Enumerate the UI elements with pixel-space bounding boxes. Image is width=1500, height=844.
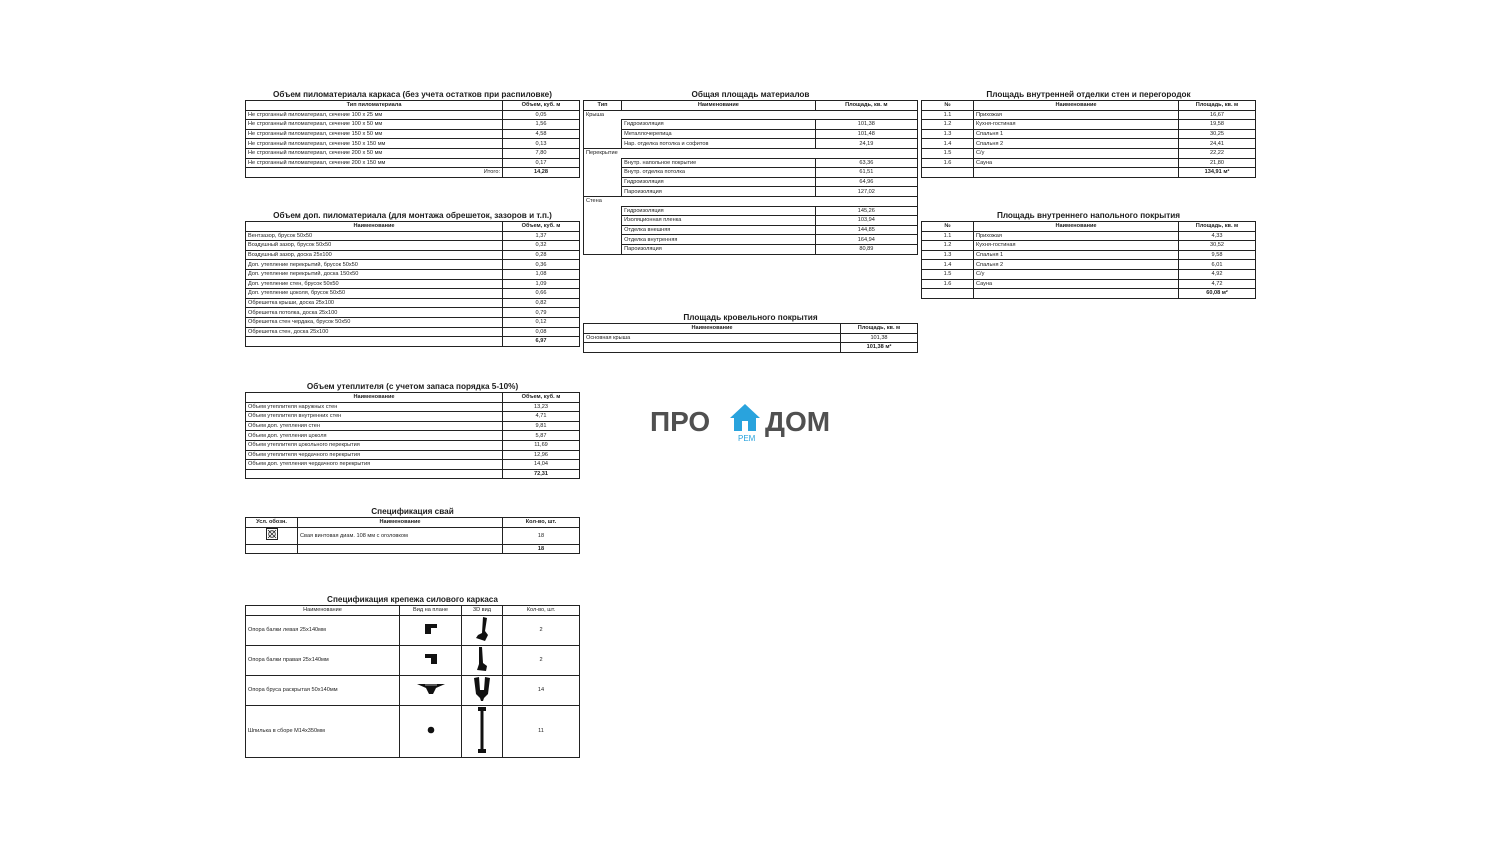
col-header: Площадь, кв. м — [1179, 101, 1256, 111]
plan-view-cell — [400, 615, 462, 645]
insulation-title: Объем утеплителя (с учетом запаса порядка 5-10%) — [306, 382, 519, 391]
cell-value: 101,38 — [841, 333, 918, 343]
cell-name: Опора балки левая 25x140мм — [246, 615, 400, 645]
cell-value: 64,96 — [815, 177, 917, 187]
cell-name: Обрешетка крыши, доска 25x100 — [246, 298, 503, 308]
roofing-table — [583, 323, 918, 353]
table-row — [922, 231, 1256, 241]
table-row — [246, 120, 580, 130]
floor-finish-table — [921, 221, 1256, 299]
cell-value: 21,80 — [1179, 158, 1256, 168]
cell-value: 24,41 — [1179, 139, 1256, 149]
cell-num: 1.2 — [922, 120, 974, 130]
cell-name: Не строганный пиломатериал, сечение 100 x 50 мм — [246, 120, 503, 130]
view-3d-cell — [462, 615, 503, 645]
col-header: Наименование — [246, 222, 503, 232]
plan-view-cell — [400, 645, 462, 675]
stud-3d-icon — [476, 706, 488, 754]
total-row — [246, 168, 580, 178]
col-header: Вид на плане — [400, 606, 462, 616]
cell-empty — [584, 343, 841, 353]
cell-value: 164,94 — [815, 235, 917, 245]
cell-value: 5,87 — [503, 431, 580, 441]
cell-value: 30,52 — [1179, 241, 1256, 251]
wall-finish-table — [921, 100, 1256, 178]
pile-symbol-icon — [266, 528, 278, 540]
cell-value: 103,94 — [815, 216, 917, 226]
cell-name: Вентзазор, брусок 50x50 — [246, 231, 503, 241]
piles-title: Спецификация свай — [371, 507, 454, 516]
cell-empty — [298, 544, 503, 554]
col-header: Тип — [584, 101, 622, 111]
cell-value: 0,36 — [503, 260, 580, 270]
col-header: 3D вид — [462, 606, 503, 616]
cell-name: Опора балки правая 25x140мм — [246, 645, 400, 675]
lumber-title: Объем пиломатериала каркаса (без учета остатков при распиловке) — [273, 90, 552, 99]
cell-value: 4,92 — [1179, 269, 1256, 279]
cell-name: Обрешетка стен чердака, брусок 50x50 — [246, 317, 503, 327]
cell-name: Гидроизоляция — [622, 120, 816, 130]
insulation-table — [245, 392, 580, 479]
cell-value: 12,96 — [503, 450, 580, 460]
cell-name: Доп. утепление перекрытий, брусок 50x50 — [246, 260, 503, 270]
cell-empty — [246, 469, 503, 479]
cell-name: Не строганный пиломатериал, сечение 200 x 150 мм — [246, 158, 503, 168]
cell-num: 1.4 — [922, 139, 974, 149]
cell-name: Доп. утепление перекрытий, доска 150x50 — [246, 269, 503, 279]
cell-name: Объем утеплителя чердачного перекрытия — [246, 450, 503, 460]
floor-finish-title: Площадь внутреннего напольного покрытия — [996, 211, 1181, 220]
table-row — [922, 158, 1256, 168]
extra-lumber-block — [245, 211, 580, 347]
col-header: Площадь, кв. м — [841, 324, 918, 334]
total-value: 101,38 м² — [841, 343, 918, 353]
cell-value: 1,37 — [503, 231, 580, 241]
table-row — [246, 705, 580, 757]
fasteners-table — [245, 605, 580, 758]
plan-view-cell — [400, 705, 462, 757]
col-header: Усл. обозн. — [246, 518, 298, 528]
view-3d-cell — [462, 645, 503, 675]
cell-value: 0,17 — [503, 158, 580, 168]
cell-value: 2 — [503, 615, 580, 645]
table-row — [246, 308, 580, 318]
cell-value: 80,89 — [815, 244, 917, 254]
cell-num: 1.5 — [922, 269, 974, 279]
cell-name: Свая винтовая диам. 108 мм с оголовком — [298, 527, 503, 544]
cell-name: Обрешетка потолка, доска 25x100 — [246, 308, 503, 318]
materials-block — [583, 90, 918, 255]
cell-value: 63,36 — [815, 158, 917, 168]
cell-empty — [584, 158, 622, 196]
stud-plan-icon — [426, 725, 436, 735]
cell-name: Пароизоляция — [622, 244, 816, 254]
cell-name: Кухня-гостиная — [974, 241, 1179, 251]
table-row — [922, 279, 1256, 289]
table-row — [584, 158, 918, 168]
cell-value: 4,58 — [503, 129, 580, 139]
materials-title: Общая площадь материалов — [691, 90, 810, 99]
col-header: № — [922, 222, 974, 232]
logo-text-right: ДОМ — [765, 406, 831, 437]
cell-value: 0,08 — [503, 327, 580, 337]
col-header: Объем, куб. м — [503, 393, 580, 403]
table-row — [246, 412, 580, 422]
beam-support-left-plan-icon — [423, 622, 439, 636]
cell-empty — [974, 289, 1179, 299]
logo-text-sub: РЕМ — [738, 434, 756, 443]
table-row — [584, 120, 918, 130]
table-row — [922, 269, 1256, 279]
table-row — [922, 139, 1256, 149]
insulation-block — [245, 382, 580, 479]
cell-value: 24,19 — [815, 139, 917, 149]
cell-num: 1.3 — [922, 129, 974, 139]
cell-name: Объем доп. утепления цоколя — [246, 431, 503, 441]
cell-empty — [246, 337, 503, 347]
table-row — [246, 460, 580, 470]
cell-value: 0,66 — [503, 289, 580, 299]
total-row — [922, 168, 1256, 178]
cell-name: Опора бруса раскрытая 50x140мм — [246, 675, 400, 705]
extra-lumber-table — [245, 221, 580, 347]
table-row — [246, 327, 580, 337]
col-header: Наименование — [974, 222, 1179, 232]
cell-value: 18 — [503, 527, 580, 544]
house-icon — [730, 404, 760, 431]
timber-support-3d-icon — [472, 676, 492, 702]
col-header: № — [922, 101, 974, 111]
total-value: 134,91 м² — [1179, 168, 1256, 178]
cell-value: 9,81 — [503, 421, 580, 431]
table-row — [246, 431, 580, 441]
col-header: Наименование — [246, 393, 503, 403]
cell-value: 4,71 — [503, 412, 580, 422]
cell-value: 0,28 — [503, 250, 580, 260]
cell-name: Спальня 2 — [974, 139, 1179, 149]
table-row — [246, 110, 580, 120]
total-row — [584, 343, 918, 353]
cell-value: 14 — [503, 675, 580, 705]
cell-name: Сауна — [974, 279, 1179, 289]
pro-dom-logo — [648, 400, 853, 445]
cell-empty — [974, 168, 1179, 178]
cell-value: 0,12 — [503, 317, 580, 327]
logo-text-left: ПРО — [650, 406, 711, 437]
table-row — [584, 244, 918, 254]
fasteners-title: Спецификация крепежа силового каркаса — [327, 595, 498, 604]
table-row — [584, 139, 918, 149]
cell-name: Прихожая — [974, 110, 1179, 120]
cell-value: 0,79 — [503, 308, 580, 318]
cell-value: 4,33 — [1179, 231, 1256, 241]
cell-value: 101,48 — [815, 129, 917, 139]
col-header: Наименование — [974, 101, 1179, 111]
table-row — [246, 260, 580, 270]
cell-name: Не строганный пиломатериал, сечение 150 x 150 мм — [246, 139, 503, 149]
piles-block — [245, 507, 580, 554]
table-row — [246, 450, 580, 460]
table-row — [584, 206, 918, 216]
cell-num: 1.3 — [922, 250, 974, 260]
table-row — [246, 148, 580, 158]
cell-name: Сауна — [974, 158, 1179, 168]
table-row — [922, 241, 1256, 251]
total-value: 6,97 — [503, 337, 580, 347]
cell-name: Внутр. напольное покрытие — [622, 158, 816, 168]
total-row — [246, 469, 580, 479]
table-row — [584, 129, 918, 139]
group-type: Крыша — [584, 110, 918, 120]
col-header: Наименование — [246, 606, 400, 616]
cell-empty — [584, 120, 622, 149]
cell-name: Кухня-гостиная — [974, 120, 1179, 130]
fasteners-block — [245, 595, 580, 758]
cell-num: 1.1 — [922, 231, 974, 241]
cell-value: 6,01 — [1179, 260, 1256, 270]
cell-num: 1.1 — [922, 110, 974, 120]
table-row — [246, 421, 580, 431]
table-row — [922, 129, 1256, 139]
table-row — [584, 225, 918, 235]
col-header: Наименование — [622, 101, 816, 111]
col-header: Площадь, кв. м — [1179, 222, 1256, 232]
cell-name: Пароизоляция — [622, 187, 816, 197]
table-row — [246, 402, 580, 412]
timber-support-plan-icon — [416, 682, 446, 696]
cell-name: Обрешетка стен, доска 25x100 — [246, 327, 503, 337]
cell-name: Металлочерепица — [622, 129, 816, 139]
total-row — [922, 289, 1256, 299]
cell-name: Отделка внешняя — [622, 225, 816, 235]
group-row — [584, 148, 918, 158]
table-row — [246, 645, 580, 675]
plan-view-cell — [400, 675, 462, 705]
table-row — [246, 231, 580, 241]
table-row — [246, 279, 580, 289]
table-row — [246, 615, 580, 645]
floor-finish-block — [921, 211, 1256, 299]
extra-lumber-title: Объем доп. пиломатериала (для монтажа обрешеток, зазоров и т.п.) — [273, 211, 552, 220]
cell-name: Воздушный зазор, брусок 50x50 — [246, 241, 503, 251]
cell-num: 1.4 — [922, 260, 974, 270]
table-row — [246, 527, 580, 544]
table-row — [584, 235, 918, 245]
cell-name: Доп. утепление цоколя, брусок 50x50 — [246, 289, 503, 299]
table-row — [922, 110, 1256, 120]
cell-value: 14,04 — [503, 460, 580, 470]
table-row — [922, 148, 1256, 158]
col-header: Объем, куб. м — [503, 101, 580, 111]
cell-num: 1.6 — [922, 158, 974, 168]
cell-value: 0,82 — [503, 298, 580, 308]
total-label: Итого: — [246, 168, 503, 178]
table-row — [246, 250, 580, 260]
cell-name: С/у — [974, 148, 1179, 158]
col-header: Кол-во, шт. — [503, 518, 580, 528]
total-row — [246, 337, 580, 347]
cell-value: 145,26 — [815, 206, 917, 216]
table-row — [584, 187, 918, 197]
cell-value: 7,80 — [503, 148, 580, 158]
col-header: Площадь, кв. м — [815, 101, 917, 111]
table-row — [246, 139, 580, 149]
cell-name: Не строганный пиломатериал, сечение 150 x 50 мм — [246, 129, 503, 139]
group-type: Стена — [584, 196, 918, 206]
cell-name: Шпилька в сборе М14x350мм — [246, 705, 400, 757]
pro-dom-logo-graphic — [648, 400, 853, 445]
lumber-table — [245, 100, 580, 178]
cell-value: 1,09 — [503, 279, 580, 289]
cell-value: 127,02 — [815, 187, 917, 197]
cell-name: Спальня 2 — [974, 260, 1179, 270]
table-row — [584, 333, 918, 343]
beam-support-right-3d-icon — [474, 646, 490, 672]
cell-empty — [922, 168, 974, 178]
cell-value: 0,05 — [503, 110, 580, 120]
cell-name: Нар. отделка потолка и софитов — [622, 139, 816, 149]
cell-value: 13,23 — [503, 402, 580, 412]
cell-name: Спальня 1 — [974, 250, 1179, 260]
cell-empty — [246, 544, 298, 554]
table-row — [246, 241, 580, 251]
beam-support-right-plan-icon — [423, 652, 439, 666]
table-row — [246, 298, 580, 308]
materials-table — [583, 100, 918, 255]
col-header: Наименование — [584, 324, 841, 334]
roofing-block — [583, 313, 918, 353]
total-value: 18 — [503, 544, 580, 554]
cell-name: Объем доп. утепления чердачного перекрытия — [246, 460, 503, 470]
cell-num: 1.6 — [922, 279, 974, 289]
beam-support-left-3d-icon — [474, 616, 490, 642]
table-row — [246, 158, 580, 168]
cell-name: Гидроизоляция — [622, 206, 816, 216]
piles-table — [245, 517, 580, 554]
table-row — [246, 129, 580, 139]
table-row — [922, 250, 1256, 260]
group-row — [584, 196, 918, 206]
cell-name: Отделка внутренняя — [622, 235, 816, 245]
cell-value: 4,72 — [1179, 279, 1256, 289]
pile-symbol-cell — [246, 527, 298, 544]
cell-empty — [584, 206, 622, 254]
cell-value: 2 — [503, 645, 580, 675]
cell-value: 0,32 — [503, 241, 580, 251]
cell-value: 11 — [503, 705, 580, 757]
cell-empty — [922, 289, 974, 299]
cell-value: 1,56 — [503, 120, 580, 130]
table-row — [922, 120, 1256, 130]
cell-name: Прихожая — [974, 231, 1179, 241]
cell-name: Доп. утепление стен, брусок 50x50 — [246, 279, 503, 289]
cell-value: 19,58 — [1179, 120, 1256, 130]
cell-value: 101,38 — [815, 120, 917, 130]
cell-name: Объем доп. утепления стен — [246, 421, 503, 431]
total-row — [246, 544, 580, 554]
wall-finish-title: Площадь внутренней отделки стен и перегородок — [986, 90, 1191, 99]
cell-name: Воздушный зазор, доска 25x100 — [246, 250, 503, 260]
table-row — [246, 269, 580, 279]
cell-name: Гидроизоляция — [622, 177, 816, 187]
cell-name: Изоляционная пленка — [622, 216, 816, 226]
table-row — [246, 317, 580, 327]
view-3d-cell — [462, 705, 503, 757]
table-row — [246, 675, 580, 705]
cell-name: С/у — [974, 269, 1179, 279]
cell-value: 16,67 — [1179, 110, 1256, 120]
table-row — [584, 216, 918, 226]
cell-value: 61,51 — [815, 168, 917, 178]
total-value: 72,31 — [503, 469, 580, 479]
cell-value: 0,13 — [503, 139, 580, 149]
group-type: Перекрытие — [584, 148, 918, 158]
table-row — [246, 440, 580, 450]
cell-name: Спальня 1 — [974, 129, 1179, 139]
cell-value: 11,69 — [503, 440, 580, 450]
total-value: 14,28 — [503, 168, 580, 178]
cell-name: Не строганный пиломатериал, сечение 200 x 50 мм — [246, 148, 503, 158]
table-row — [922, 260, 1256, 270]
cell-value: 144,85 — [815, 225, 917, 235]
table-row — [246, 289, 580, 299]
col-header: Тип пиломатериала — [246, 101, 503, 111]
cell-name: Внутр. отделка потолка — [622, 168, 816, 178]
cell-value: 1,08 — [503, 269, 580, 279]
table-row — [584, 177, 918, 187]
col-header: Объем, куб. м — [503, 222, 580, 232]
roofing-title: Площадь кровельного покрытия — [683, 313, 818, 322]
col-header: Наименование — [298, 518, 503, 528]
cell-name: Основная крыша — [584, 333, 841, 343]
wall-finish-block — [921, 90, 1256, 178]
cell-num: 1.2 — [922, 241, 974, 251]
lumber-block — [245, 90, 580, 178]
table-row — [584, 168, 918, 178]
cell-name: Объем утеплителя наружных стен — [246, 402, 503, 412]
cell-value: 9,58 — [1179, 250, 1256, 260]
col-header: Кол-во, шт. — [503, 606, 580, 616]
cell-name: Не строганный пиломатериал, сечение 100 x 25 мм — [246, 110, 503, 120]
total-value: 60,08 м² — [1179, 289, 1256, 299]
cell-value: 30,25 — [1179, 129, 1256, 139]
cell-name: Объем утеплителя внутренних стен — [246, 412, 503, 422]
view-3d-cell — [462, 675, 503, 705]
cell-value: 22,22 — [1179, 148, 1256, 158]
cell-num: 1.5 — [922, 148, 974, 158]
group-row — [584, 110, 918, 120]
cell-name: Объем утеплителя цокольного перекрытия — [246, 440, 503, 450]
